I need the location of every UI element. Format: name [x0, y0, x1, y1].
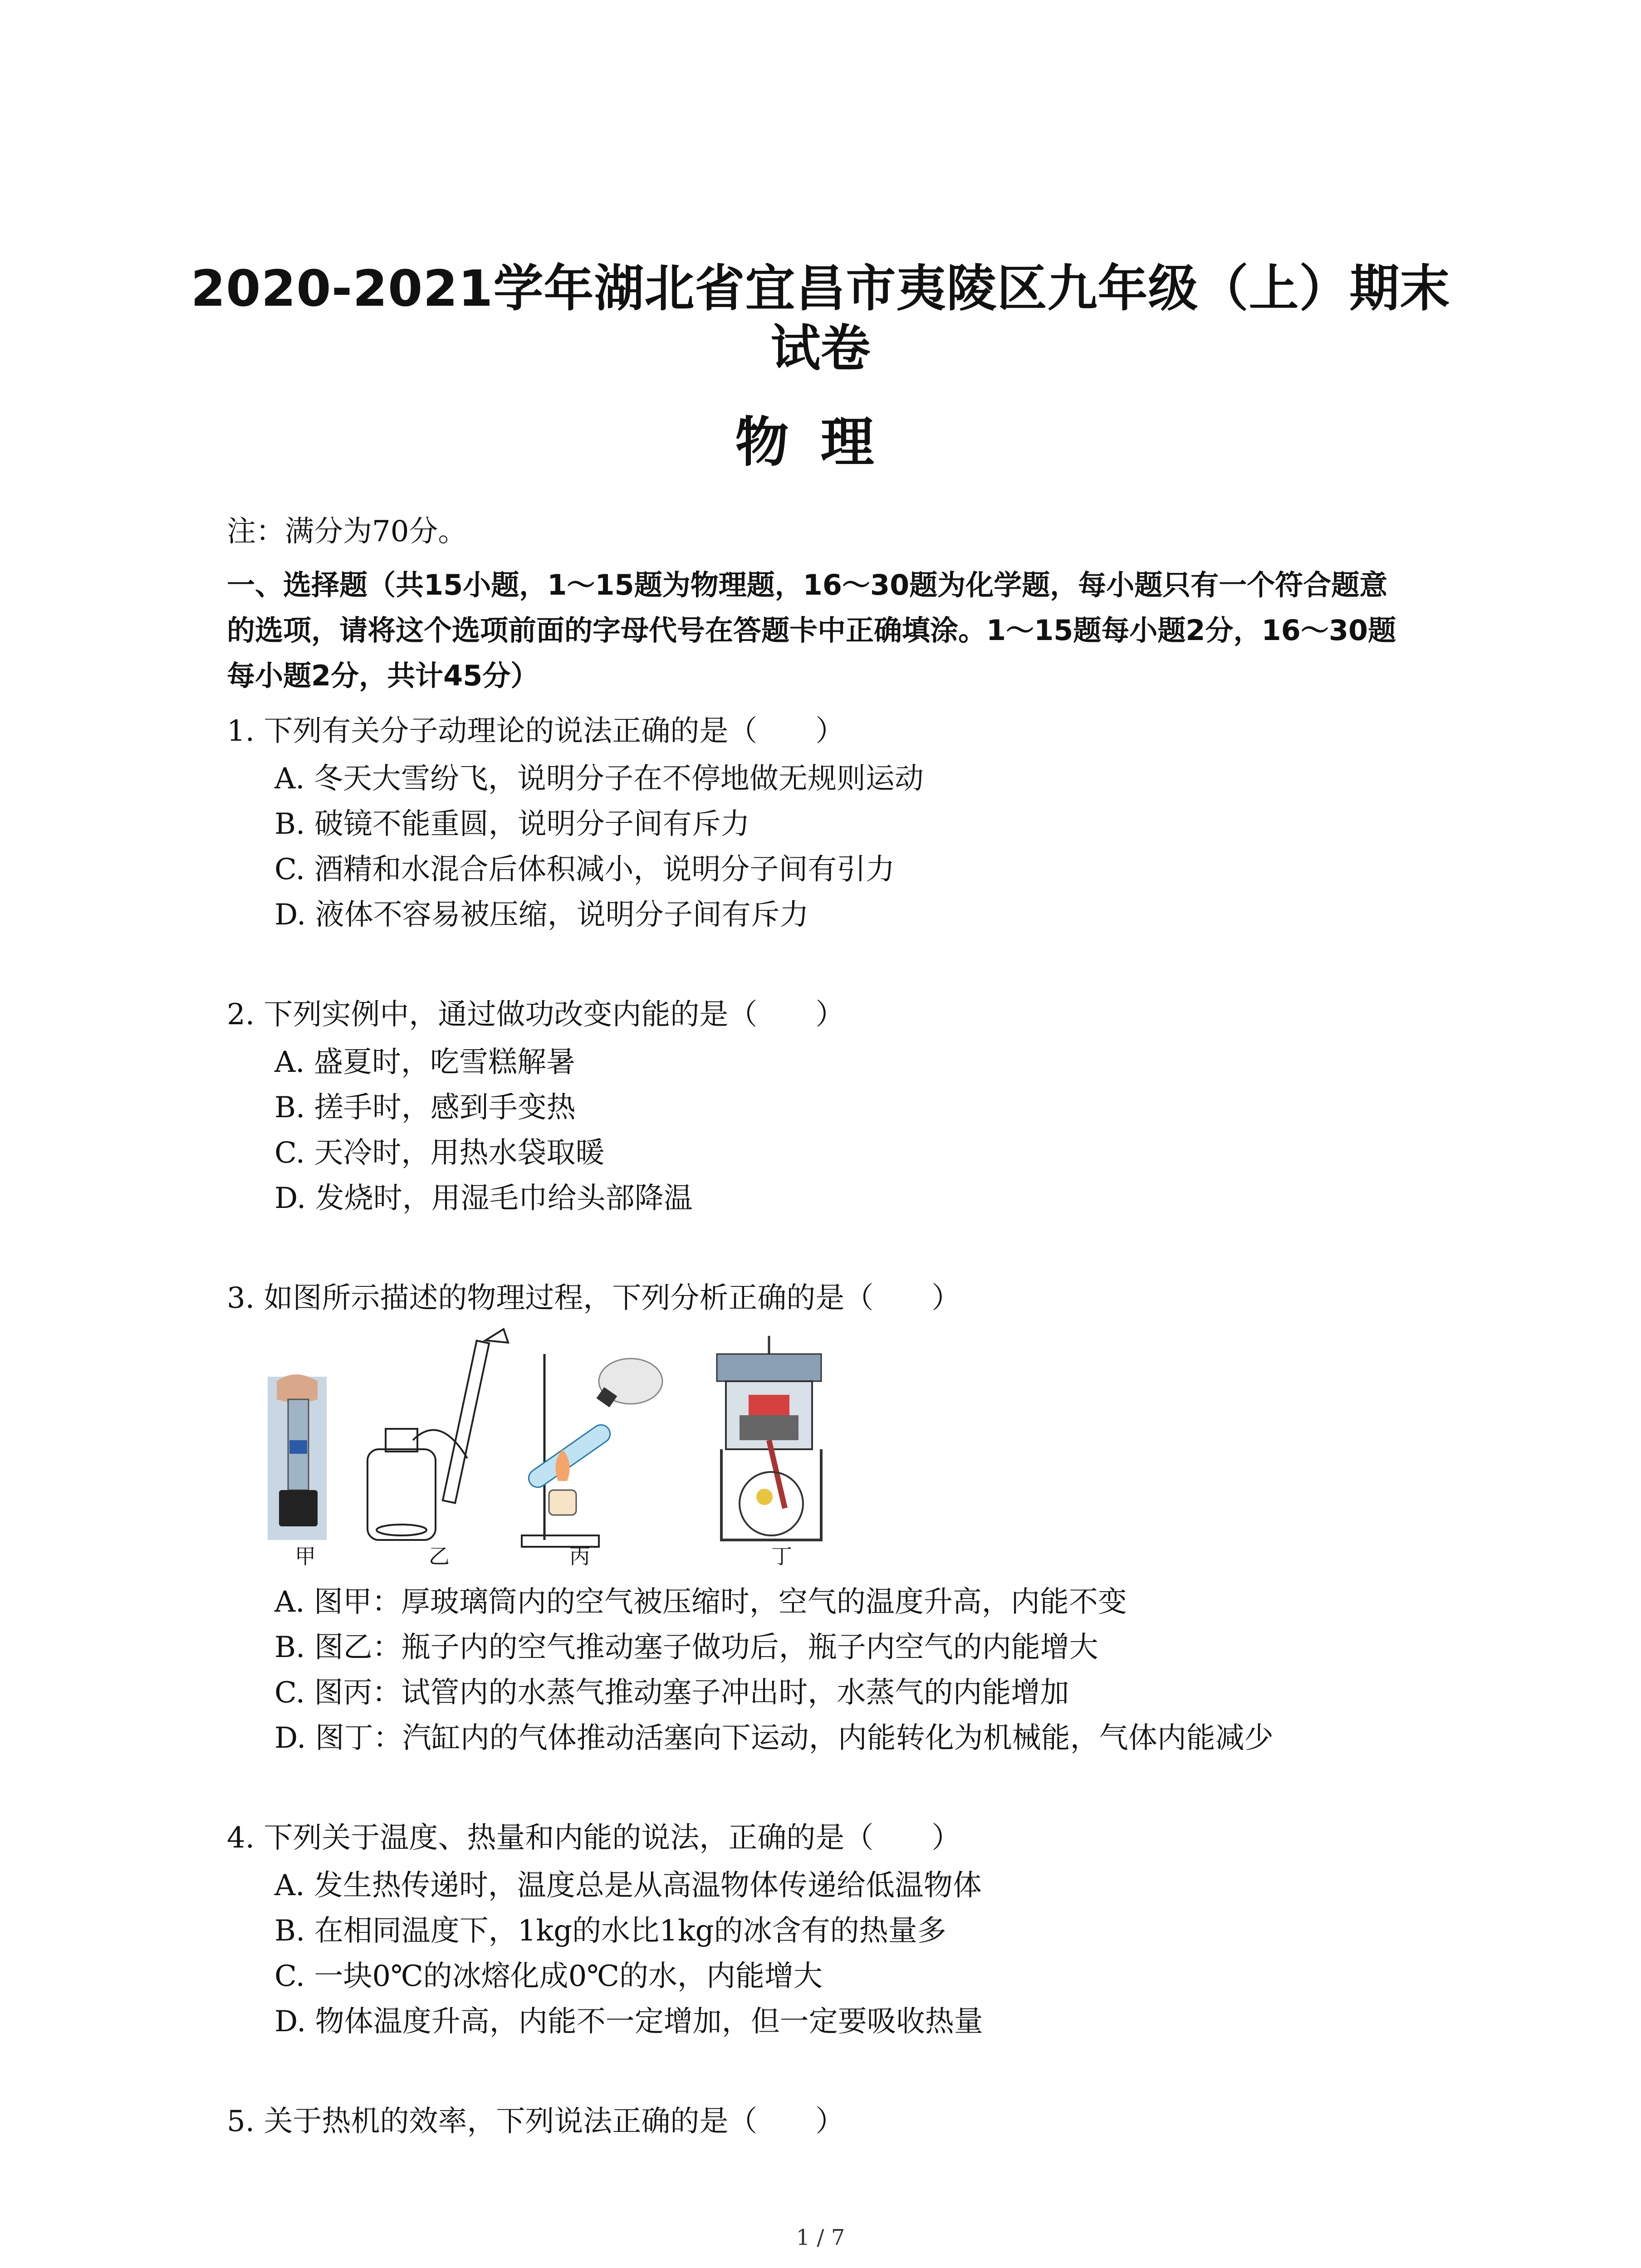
question-2-option-a: A. 盛夏时，吃雪糕解暑 [274, 1046, 575, 1079]
section-heading-line1: 一、选择题（共15小题，1～15题为物理题，16～30题为化学题，每小题只有一个符合题意 [227, 568, 1388, 601]
exam-title-line2: 试卷 [770, 319, 871, 377]
question-3-figure [268, 1327, 971, 1572]
question-4-option-d: D. 物体温度升高，内能不一定增加，但一定要吸收热量 [274, 2005, 983, 2038]
question-1-option-c: C. 酒精和水混合后体积减小，说明分子间有引力 [274, 853, 895, 886]
question-4-stem: 4. 下列关于温度、热量和内能的说法，正确的是（ ） [227, 1821, 961, 1855]
exam-title-line1: 2020-2021学年湖北省宜昌市夷陵区九年级（上）期末 [191, 259, 1450, 318]
question-4-option-a: A. 发生热传递时，温度总是从高温物体传递给低温物体 [274, 1869, 982, 1902]
question-5-stem: 5. 关于热机的效率，下列说法正确的是（ ） [227, 2105, 845, 2138]
figure-jia-cylinder [268, 1374, 327, 1540]
question-3-stem: 3. 如图所示描述的物理过程，下列分析正确的是（ ） [227, 1281, 961, 1315]
question-1-stem: 1. 下列有关分子动理论的说法正确的是（ ） [227, 714, 845, 748]
question-1-option-b: B. 破镜不能重圆，说明分子间有斥力 [274, 807, 750, 841]
question-4-option-b: B. 在相同温度下，1kg的水比1kg的冰含有的热量多 [274, 1914, 946, 1948]
figure-bing-test-tube [522, 1354, 662, 1547]
figure-ding-engine [717, 1336, 821, 1540]
question-3-option-c: C. 图丙：试管内的水蒸气推动塞子冲出时，水蒸气的内能增加 [274, 1676, 1069, 1710]
figure-label-ding: 丁 [771, 1544, 792, 1569]
question-3-option-b: B. 图乙：瓶子内的空气推动塞子做功后，瓶子内空气的内能增大 [274, 1631, 1098, 1664]
subject-title: 物理 [735, 411, 906, 474]
figure-label-yi: 乙 [429, 1544, 450, 1569]
section-heading-line3: 每小题2分，共计45分） [227, 659, 539, 692]
question-1-option-a: A. 冬天大雪纷飞，说明分子在不停地做无规则运动 [274, 762, 924, 796]
question-3-option-a: A. 图甲：厚玻璃筒内的空气被压缩时，空气的温度升高，内能不变 [274, 1585, 1127, 1619]
question-3-option-d: D. 图丁：汽缸内的气体推动活塞向下运动，内能转化为机械能，气体内能减少 [274, 1721, 1274, 1755]
score-note: 注：满分为70分。 [227, 515, 467, 548]
figure-yi-bottle [367, 1329, 508, 1540]
figure-label-bing: 丙 [569, 1544, 590, 1569]
question-4-option-c: C. 一块0℃的冰熔化成0℃的水，内能增大 [274, 1960, 823, 1993]
question-2-option-b: B. 搓手时，感到手变热 [274, 1091, 576, 1124]
question-2-option-d: D. 发烧时，用湿毛巾给头部降温 [274, 1182, 693, 1215]
page-number: 1 / 7 [796, 2225, 845, 2250]
section-heading-line2: 的选项，请将这个选项前面的字母代号在答题卡中正确填涂。1～15题每小题2分，16～30题 [227, 614, 1396, 647]
question-2-option-c: C. 天冷时，用热水袋取暖 [274, 1136, 605, 1170]
figure-label-jia: 甲 [295, 1544, 316, 1569]
question-2-stem: 2. 下列实例中，通过做功改变内能的是（ ） [227, 998, 845, 1031]
question-1-option-d: D. 液体不容易被压缩，说明分子间有斥力 [274, 898, 809, 932]
